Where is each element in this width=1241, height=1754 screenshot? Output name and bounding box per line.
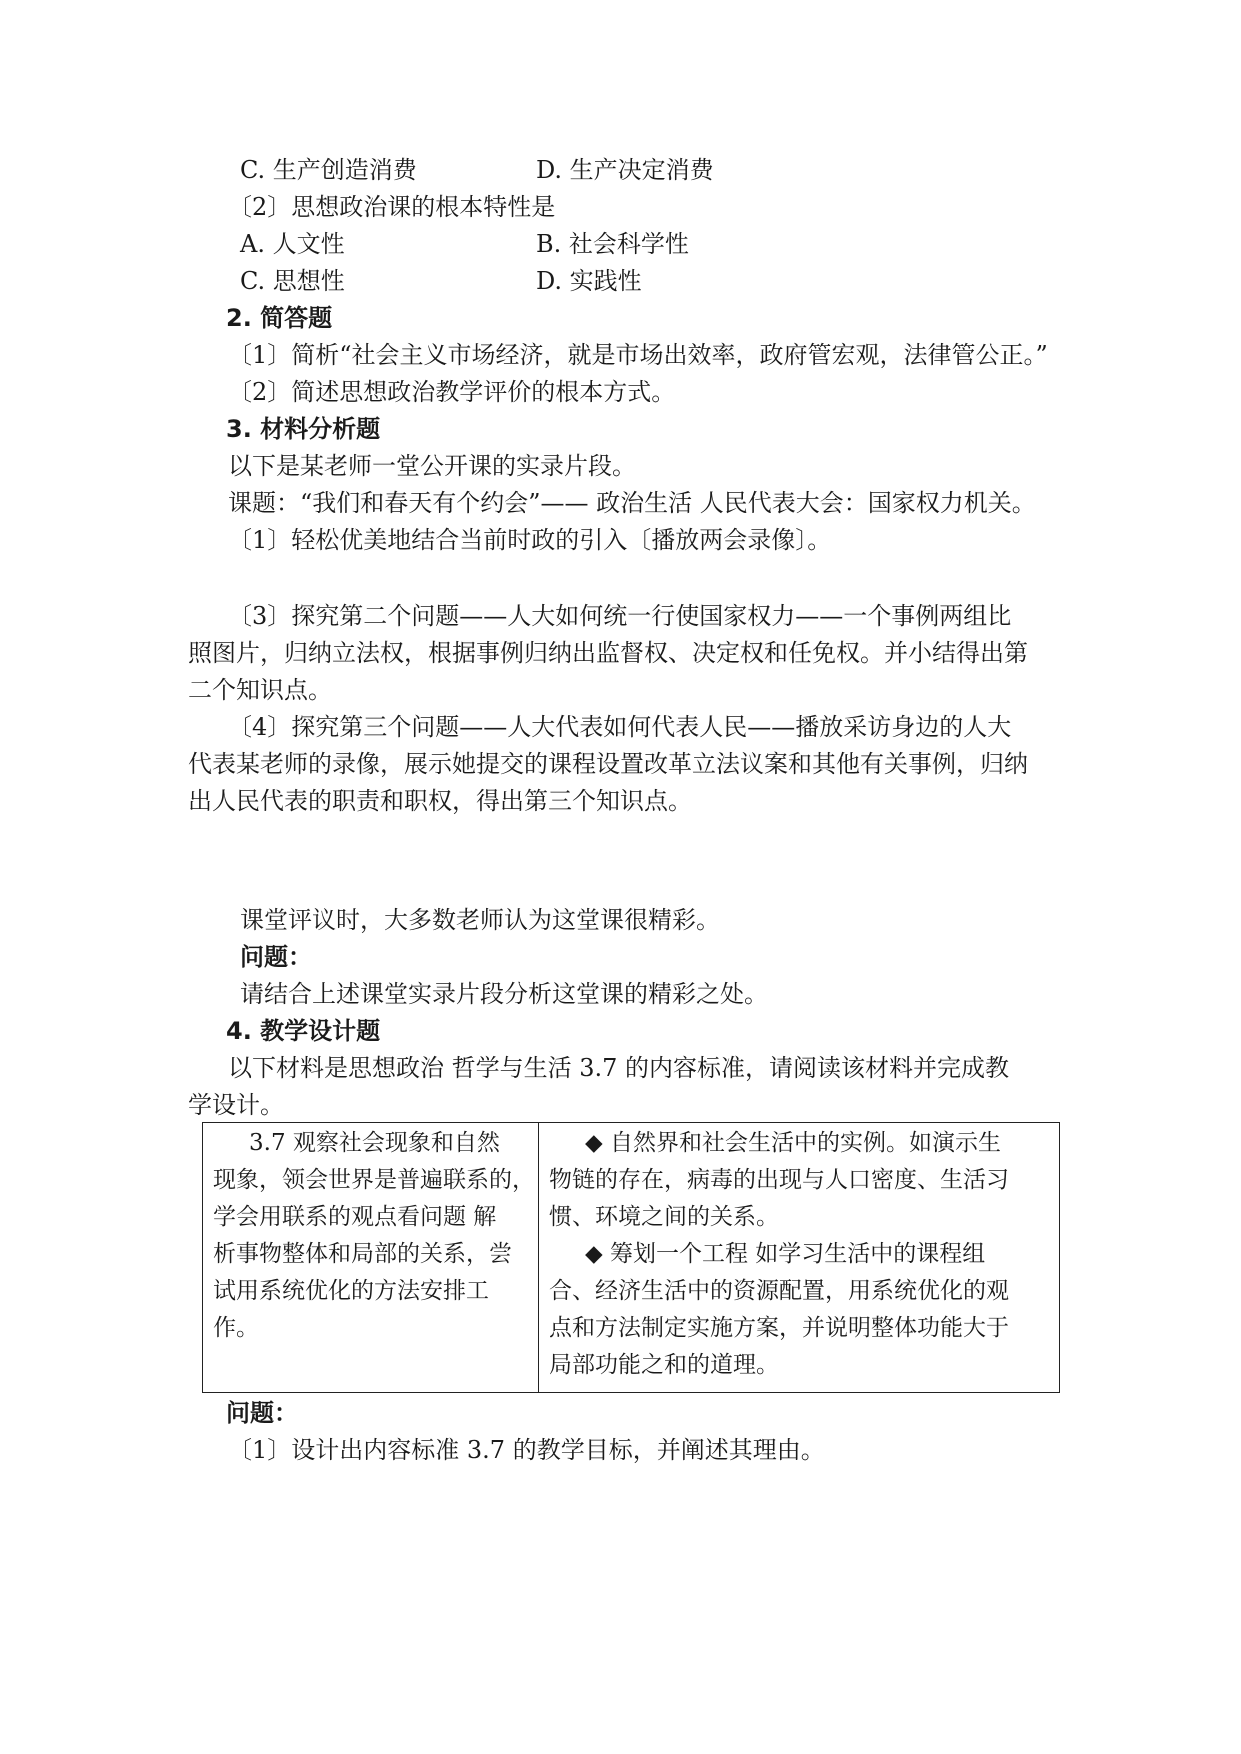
- standard-line: 试用系统优化的方法安排工: [213, 1278, 489, 1304]
- option-d: D. 生产决定消费: [536, 156, 714, 184]
- sub-question-2: 〔2〕思想政治课的根本特性是: [228, 193, 556, 221]
- standard-line: 析事物整体和局部的关系，尝: [213, 1241, 512, 1267]
- q3-step-4-line: 代表某老师的录像，展示她提交的课程设置改革立法议案和其他有关事例，归纳: [188, 750, 1028, 778]
- option-c: C. 生产创造消费: [240, 156, 417, 184]
- standard-line: 现象，领会世界是普遍联系的，: [213, 1167, 535, 1193]
- q4-intro-line: 学设计。: [188, 1091, 284, 1119]
- table-row: [203, 1123, 1060, 1393]
- standard-line: 作。: [213, 1315, 259, 1341]
- q3-step-1: 〔1〕轻松优美地结合当前时政的引入〔播放两会录像〕。: [228, 526, 832, 554]
- q3-step-3-line: 二个知识点。: [188, 676, 332, 704]
- activity-suggestion-cell: [539, 1123, 1060, 1393]
- section-heading-4: 4. 教学设计题: [226, 1017, 381, 1045]
- standard-line: 学会用联系的观点看问题 解: [213, 1204, 497, 1230]
- section-heading-2: 2. 简答题: [226, 304, 333, 332]
- section-heading-3: 3. 材料分析题: [226, 415, 381, 443]
- q3-step-4-line: 出人民代表的职责和职权，得出第三个知识点。: [188, 787, 692, 815]
- q3-question: 请结合上述课堂实录片段分析这堂课的精彩之处。: [240, 980, 768, 1008]
- suggestion-line: 合、经济生活中的资源配置，用系统优化的观: [549, 1278, 1009, 1304]
- q3-step-3-line: 〔3〕探究第二个问题——人大如何统一行使国家权力——一个事例两组比: [228, 602, 1012, 630]
- suggestion-line: 点和方法制定实施方案，并说明整体功能大于: [549, 1315, 1009, 1341]
- sub2-option-a: A. 人文性: [240, 230, 345, 258]
- q4-intro-line: 以下材料是思想政治 哲学与生活 3.7 的内容标准，请阅读该材料并完成教: [228, 1054, 1010, 1082]
- q3-question-label: 问题：: [240, 943, 312, 971]
- q3-review: 课堂评议时，大多数老师认为这堂课很精彩。: [240, 906, 720, 934]
- sub2-option-b: B. 社会科学性: [536, 230, 689, 258]
- standard-cell: [203, 1123, 539, 1393]
- content-standard-table: [202, 1122, 1060, 1393]
- suggestion-line: ◆ 筹划一个工程 如学习生活中的课程组: [585, 1241, 986, 1267]
- q3-step-4-line: 〔4〕探究第三个问题——人大代表如何代表人民——播放采访身边的人大: [228, 713, 1012, 741]
- sub2-option-d: D. 实践性: [536, 267, 642, 295]
- q3-step-3-line: 照图片，归纳立法权，根据事例归纳出监督权、决定权和任免权。并小结得出第: [188, 639, 1028, 667]
- q4-question-label: 问题：: [226, 1399, 298, 1427]
- standard-line: 3.7 观察社会现象和自然: [249, 1130, 500, 1156]
- suggestion-line: 物链的存在，病毒的出现与人口密度、生活习: [549, 1167, 1009, 1193]
- sub2-option-c: C. 思想性: [240, 267, 345, 295]
- q3-intro: 以下是某老师一堂公开课的实录片段。: [228, 452, 636, 480]
- suggestion-line: 局部功能之和的道理。: [549, 1352, 779, 1378]
- suggestion-line: ◆ 自然界和社会生活中的实例。如演示生: [585, 1130, 1001, 1156]
- suggestion-line: 惯、环境之间的关系。: [549, 1204, 779, 1230]
- q4-question-1: 〔1〕设计出内容标准 3.7 的教学目标，并阐述其理由。: [228, 1436, 825, 1464]
- q2-item-2: 〔2〕简述思想政治教学评价的根本方式。: [228, 378, 676, 406]
- q2-item-1: 〔1〕简析“社会主义市场经济，就是市场出效率，政府管宏观，法律管公正。”: [228, 341, 1048, 369]
- q3-topic: 课题：“我们和春天有个约会”—— 政治生活 人民代表大会：国家权力机关。: [228, 489, 1036, 517]
